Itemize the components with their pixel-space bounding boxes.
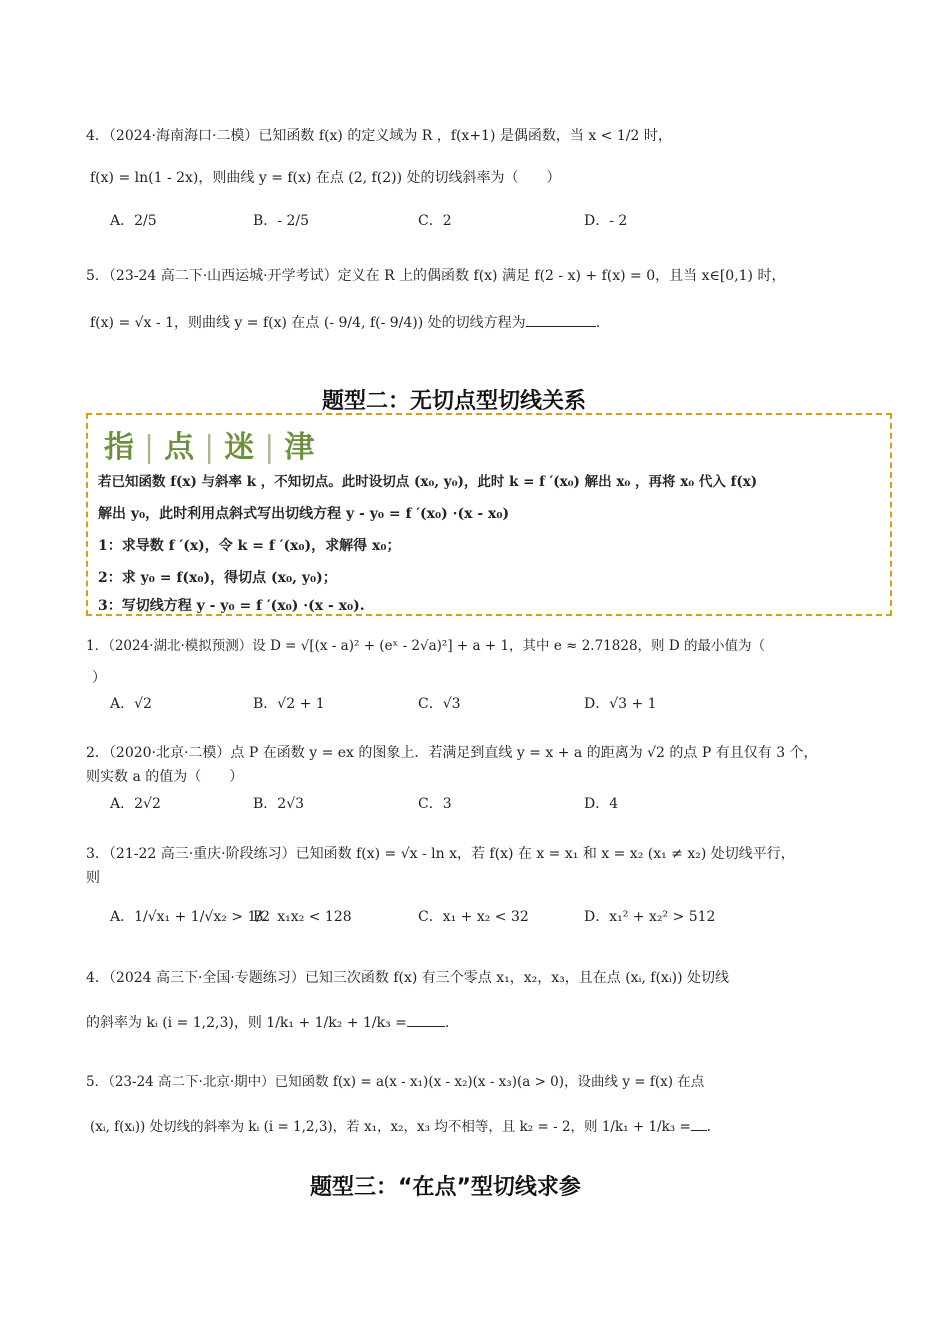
s2-q4-answer-blank[interactable]	[407, 1012, 445, 1027]
s2-q3-stem-line1: 3．（21-22 高三·重庆·阶段练习）已知函数 f(x) = √x - ln x，若 f(x) 在 x = x₁ 和 x = x₂ (x₁ ≠ x₂) 处切线平行，	[86, 846, 795, 862]
tip-head-divider: |	[204, 430, 217, 465]
s2-q3-option-b: B．x₁x₂ < 128	[253, 909, 352, 925]
q5-stem-line2	[90, 312, 600, 333]
tip-line-5: 3：写切线方程 y - y₀ = f ′(x₀) ·(x - x₀).	[98, 598, 365, 614]
s2-q3-stem-line2: 则	[86, 870, 100, 886]
s2-q4-stem-line2-end: .	[444, 1015, 450, 1031]
s2-q4-stem-line2-text: 的斜率为 kᵢ (i = 1,2,3)，则 1/k₁ + 1/k₂ + 1/k₃ =	[86, 1015, 407, 1031]
s2-q1-option-a: A．√2	[110, 696, 152, 712]
s2-q2-option-d: D．4	[584, 796, 619, 812]
q4-option-c: C．2	[418, 213, 452, 229]
s2-q1-option-d: D．√3 + 1	[584, 696, 657, 712]
s2-q5-answer-blank[interactable]	[691, 1116, 707, 1131]
section2-title: 题型二：无切点型切线关系	[322, 389, 587, 414]
tip-head-char-4: 津	[284, 430, 317, 465]
q4-option-b: B．- 2/5	[253, 213, 309, 229]
section3-title: 题型三：“在点”型切线求参	[310, 1175, 581, 1200]
tip-line-1: 若已知函数 f(x) 与斜率 k ，不知切点。此时设切点 (x₀, y₀)，此时 k = f ′(x₀) 解出 x₀ ，再将 x₀ 代入 f(x)	[98, 474, 758, 490]
s2-q4-stem-line2	[86, 1012, 449, 1033]
s2-q3-option-c: C．x₁ + x₂ < 32	[418, 909, 529, 925]
s2-q5-stem-line1: 5．（23-24 高二下·北京·期中）已知函数 f(x) = a(x - x₁)(x - x₂)(x - x₃)(a > 0)，设曲线 y = f(x) 在点	[86, 1074, 705, 1090]
s2-q2-stem-line2: 则实数 a 的值为（ ）	[86, 769, 244, 785]
q5-stem-line2-end: .	[595, 315, 601, 331]
s2-q2-stem-line1: 2．（2020·北京·二模）点 P 在函数 y = ex 的图象上．若满足到直线 y = x + a 的距离为 √2 的点 P 有且仅有 3 个，	[86, 745, 818, 761]
s2-q5-stem-line2-text: (xᵢ, f(xᵢ)) 处切线的斜率为 kᵢ (i = 1,2,3)，若 x₁，x₂，x₃ 均不相等，且 k₂ = - 2，则 1/k₁ + 1/k₃ =	[90, 1119, 691, 1135]
q4-stem-line2: f(x) = ln(1 - 2x)，则曲线 y = f(x) 在点 (2, f(2)) 处的切线斜率为（ ）	[90, 170, 561, 186]
s2-q3-option-a: A．1/√x₁ + 1/√x₂ > 1/2	[110, 909, 271, 925]
s2-q1-option-b: B．√2 + 1	[253, 696, 325, 712]
s2-q2-option-a: A．2√2	[110, 796, 161, 812]
q4-option-a: A．2/5	[110, 213, 157, 229]
tip-head-divider: |	[144, 430, 157, 465]
q5-stem-line2-text: f(x) = √x - 1，则曲线 y = f(x) 在点 (- 9/4, f(- 9/4)) 处的切线方程为	[90, 315, 526, 331]
q4-stem-line1: 4．（2024·海南海口·二模）已知函数 f(x) 的定义域为 R ，f(x+1) 是偶函数，当 x < 1/2 时，	[86, 128, 672, 144]
s2-q2-option-c: C．3	[418, 796, 452, 812]
tip-line-2: 解出 y₀，此时利用点斜式写出切线方程 y - y₀ = f ′(x₀) ·(x - x₀)	[98, 506, 510, 522]
s2-q1-stem-line2: ）	[92, 670, 106, 686]
q5-stem-line1: 5．（23-24 高二下·山西运城·开学考试）定义在 R 上的偶函数 f(x) 满足 f(2 - x) + f(x) = 0，且当 x∈[0,1) 时，	[86, 268, 786, 284]
tip-head-char-1: 指	[104, 430, 136, 465]
s2-q5-stem-line2	[90, 1116, 711, 1137]
s2-q5-stem-line2-end: .	[706, 1119, 712, 1135]
q5-answer-blank[interactable]	[526, 312, 596, 327]
tip-line-3: 1：求导数 f ′(x)，令 k = f ′(x₀)，求解得 x₀；	[98, 538, 401, 554]
tip-head-char-3: 迷	[224, 430, 257, 465]
s2-q4-stem-line1: 4．（2024 高三下·全国·专题练习）已知三次函数 f(x) 有三个零点 x₁，x₂，x₃，且在点 (xᵢ, f(xᵢ)) 处切线	[86, 970, 730, 986]
q4-option-d: D．- 2	[584, 213, 628, 229]
tip-head-char-2: 点	[164, 430, 197, 465]
s2-q1-stem-line1: 1．（2024·湖北·模拟预测）设 D = √[(x - a)² + (eˣ - 2√a)²] + a + 1，其中 e ≈ 2.71828，则 D 的最小值为（	[86, 638, 765, 654]
s2-q3-option-d: D．x₁² + x₂² > 512	[584, 909, 716, 925]
s2-q2-option-b: B．2√3	[253, 796, 305, 812]
s2-q1-option-c: C．√3	[418, 696, 461, 712]
tip-line-4: 2：求 y₀ = f(x₀)，得切点 (x₀, y₀)；	[98, 570, 337, 586]
tip-box-heading	[104, 422, 316, 466]
tip-head-divider: |	[264, 430, 277, 465]
